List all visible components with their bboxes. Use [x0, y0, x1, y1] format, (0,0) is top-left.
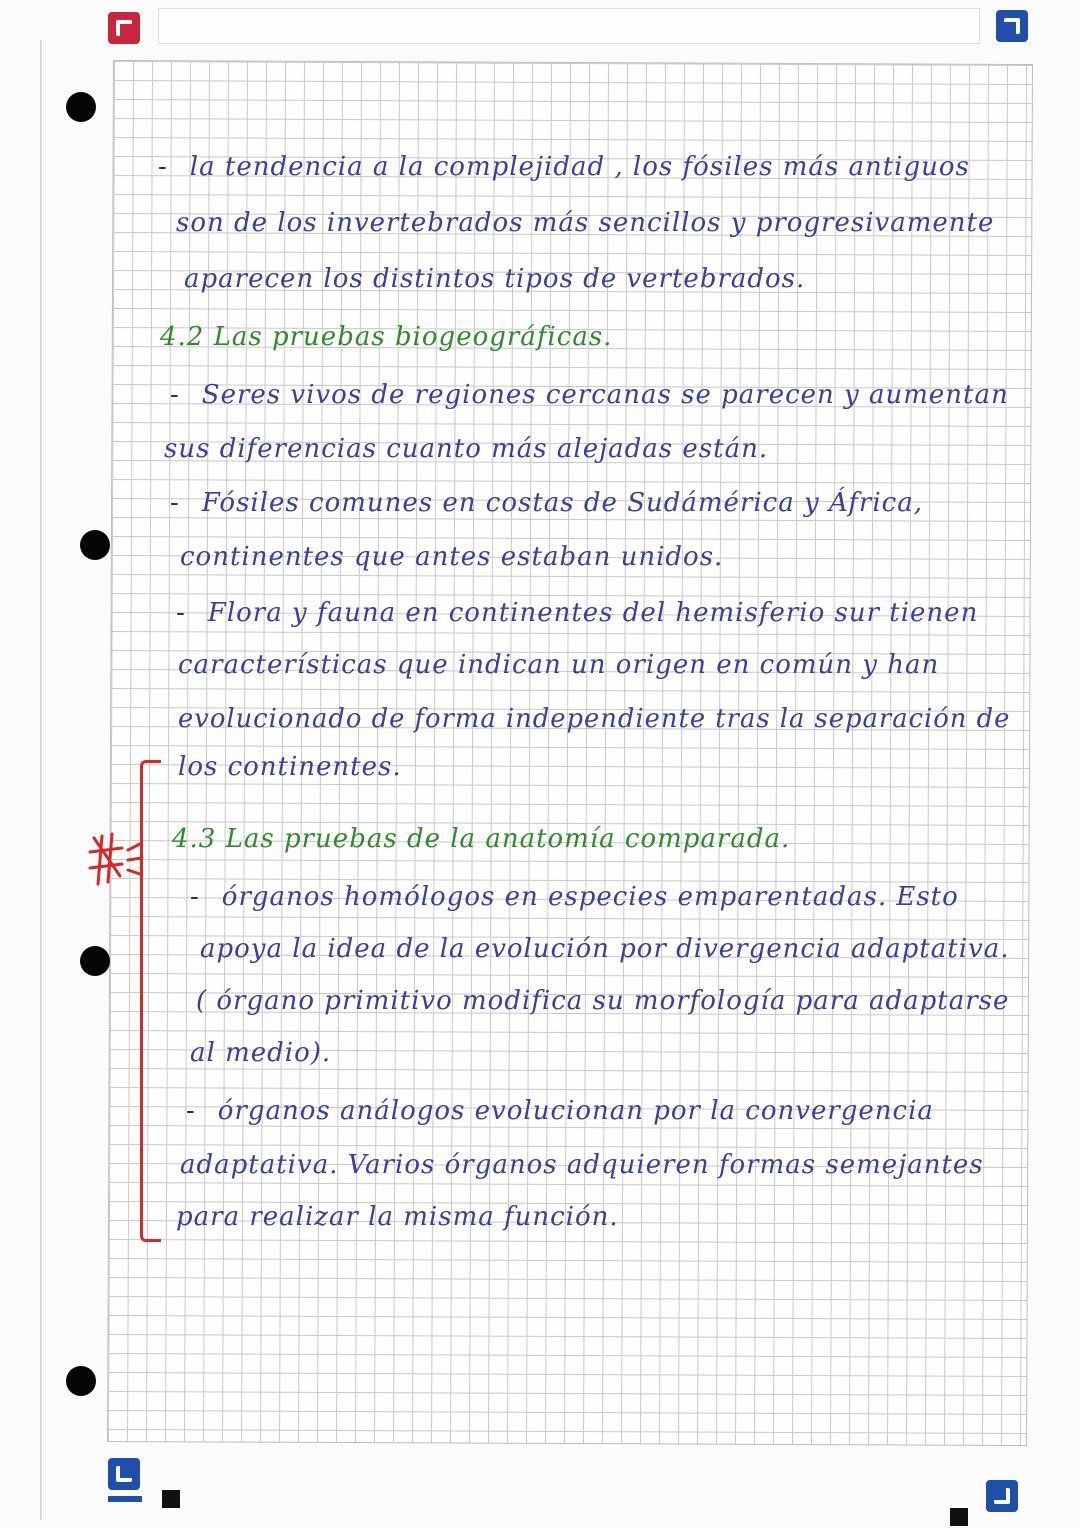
- corner-mark-top-right: [996, 10, 1028, 42]
- line-text: Fósiles comunes en costas de Sudámérica y África,: [201, 488, 923, 518]
- line-text: órganos homólogos en especies emparentadas. Esto: [221, 882, 959, 912]
- text-line: [176, 598, 978, 628]
- registration-square: [162, 1490, 180, 1508]
- header-strip: [158, 8, 980, 44]
- binder-hole: [66, 1366, 96, 1396]
- bullet-dash: -: [176, 598, 186, 628]
- text-line: [184, 264, 805, 294]
- bullet-dash: -: [186, 1096, 196, 1126]
- line-text: los continentes.: [178, 752, 402, 782]
- registration-square: [950, 1508, 968, 1526]
- text-line: [176, 1202, 619, 1232]
- bullet-dash: -: [170, 488, 180, 518]
- heading-text: 4.2 Las pruebas biogeográficas.: [160, 322, 613, 352]
- corner-mark-bottom-right: [986, 1480, 1018, 1512]
- text-line: [178, 752, 402, 782]
- bullet-dash: -: [170, 380, 180, 410]
- text-line: [178, 704, 1010, 734]
- line-text: Flora y fauna en continentes del hemisferio sur tienen: [207, 598, 979, 628]
- line-text: ( órgano primitivo modifica su morfología para adaptarse: [196, 986, 1010, 1016]
- line-text: para realizar la misma función.: [176, 1202, 619, 1232]
- corner-bar: [108, 1496, 142, 1502]
- text-line: [176, 208, 994, 238]
- text-line: [200, 934, 1009, 964]
- text-line: [178, 650, 939, 680]
- text-line: [190, 1038, 331, 1068]
- binder-hole: [80, 946, 110, 976]
- line-text: al medio).: [190, 1038, 332, 1068]
- line-text: la tendencia a la complejidad , los fósiles más antiguos: [189, 152, 970, 182]
- star-doodle-icon: [88, 826, 148, 896]
- line-text: continentes que antes estaban unidos.: [180, 542, 724, 572]
- text-line: [170, 488, 923, 518]
- text-line: [186, 1096, 934, 1126]
- text-line: [180, 542, 723, 572]
- line-text: adaptativa. Varios órganos adquieren formas semejantes: [180, 1150, 984, 1180]
- text-line: [158, 152, 970, 182]
- line-text: evolucionado de forma independiente tras la separación de: [178, 704, 1011, 734]
- section-heading: [172, 824, 790, 854]
- line-text: órganos análogos evolucionan por la convergencia: [217, 1096, 934, 1126]
- heading-text: 4.3 Las pruebas de la anatomía comparada.: [172, 824, 791, 854]
- text-line: [164, 434, 768, 464]
- line-text: Seres vivos de regiones cercanas se parecen y aumentan: [201, 380, 1009, 410]
- margin-line: [40, 40, 42, 1520]
- bullet-dash: -: [158, 152, 168, 182]
- line-text: apoya la idea de la evolución por divergencia adaptativa.: [200, 934, 1010, 964]
- bullet-dash: -: [190, 882, 200, 912]
- section-heading: [160, 322, 612, 352]
- line-text: son de los invertebrados más sencillos y progresivamente: [176, 208, 995, 238]
- text-line: [196, 986, 1009, 1016]
- text-line: [180, 1150, 984, 1180]
- binder-hole: [66, 92, 96, 122]
- line-text: sus diferencias cuanto más alejadas están.: [164, 434, 769, 464]
- text-line: [190, 882, 959, 912]
- text-line: [170, 380, 1009, 410]
- corner-mark-bottom-left: [108, 1458, 140, 1490]
- line-text: características que indican un origen en común y han: [178, 650, 940, 680]
- line-text: aparecen los distintos tipos de vertebrados.: [184, 264, 806, 294]
- corner-mark-top-left: [108, 12, 140, 44]
- binder-hole: [80, 530, 110, 560]
